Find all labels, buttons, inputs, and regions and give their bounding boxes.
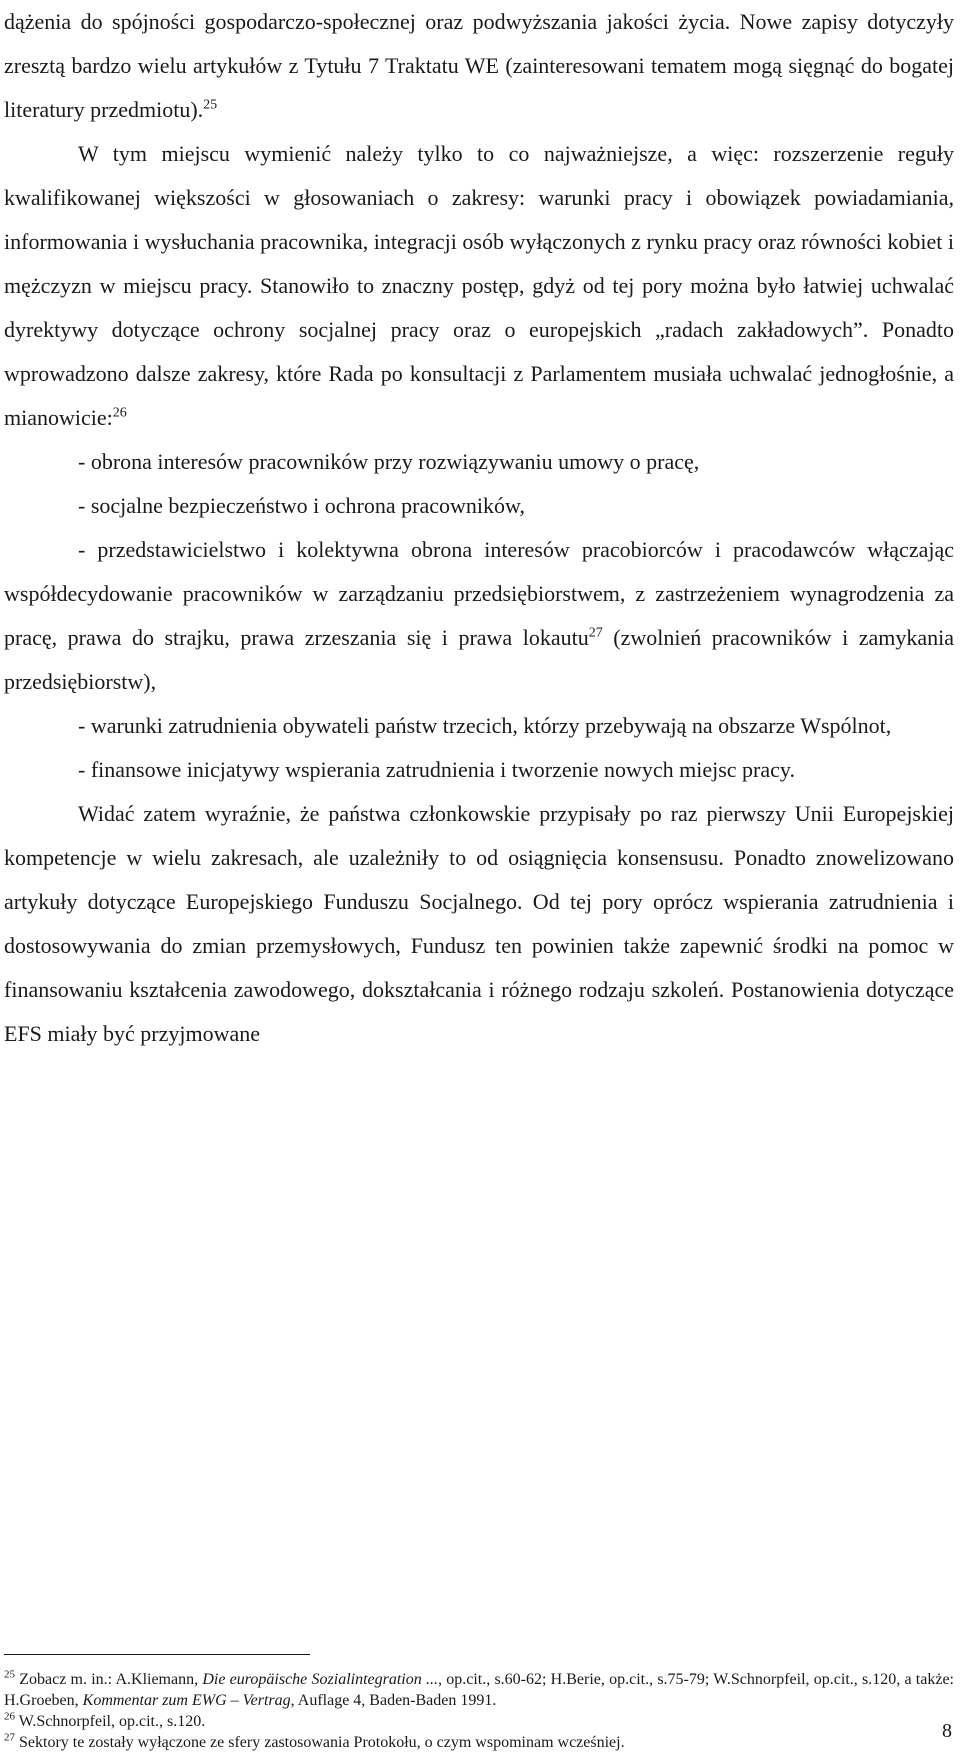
footnote-25-text-c: op.cit., s.60-62; H.Berie, op.cit., s.75-79; W.Schnorpfeil, op.cit., s.120, a także: H.Groeben,	[4, 1671, 954, 1709]
paragraph-1	[4, 0, 954, 132]
footnote-26-number: 26	[4, 1710, 15, 1723]
paragraph-2	[4, 132, 954, 440]
footnote-ref-26: 26	[112, 405, 127, 421]
paragraph-1-text: dążenia do spójności gospodarczo-społecznej oraz podwyższania jakości życia. Nowe zapisy dotyczyły zresztą bardzo wielu artykułów z Tytułu 7 Traktatu WE (zainteresowani tematem mogą sięgnąć do bogatej literatury przedmiotu).	[4, 9, 954, 122]
footnote-25	[4, 1669, 954, 1711]
footnote-25-number: 25	[4, 1668, 15, 1681]
footnote-26-text: W.Schnorpfeil, op.cit., s.120.	[15, 1713, 206, 1730]
footnote-25-text-a: Zobacz m. in.: A.Kliemann,	[15, 1671, 203, 1688]
footnote-27-number: 27	[4, 1731, 15, 1744]
footnote-ref-25: 25	[203, 97, 218, 113]
footnote-27	[4, 1732, 954, 1753]
footnote-26	[4, 1711, 954, 1732]
footnote-25-text-e: , Auflage 4, Baden-Baden 1991.	[290, 1692, 497, 1709]
list-item-5: - finansowe inicjatywy wspierania zatrudnienia i tworzenie nowych miejsc pracy.	[78, 757, 795, 782]
footnote-25-title-1: Die europäische Sozialintegration ...,	[202, 1671, 442, 1688]
list-item-3-text-b: (zwolnień pracowników i zamykania przedsiębiorstw),	[4, 625, 955, 694]
body-text	[4, 0, 954, 1056]
list-item-3-text-a: - przedstawicielstwo i kolektywna obrona interesów pracobiorców i pracodawców włączając współdecydowanie pracowników w zarządzaniu przedsiębiorstwem, z zastrzeżeniem wynagrodzenia za pracę, prawa do strajku, prawa zrzeszania się i prawa lokautu	[4, 537, 954, 650]
footnotes	[4, 1669, 954, 1753]
footnote-27-text: Sektory te zostały wyłączone ze sfery zastosowania Protokołu, o czym wspominam wcześniej.	[15, 1734, 625, 1751]
footnote-25-title-2: Kommentar zum EWG – Vertrag	[82, 1692, 291, 1709]
list-item-3	[4, 528, 954, 704]
footnote-separator	[4, 1654, 310, 1655]
paragraph-2-text: W tym miejscu wymienić należy tylko to co najważniejsze, a więc: rozszerzenie reguły kwalifikowanej większości w głosowaniach o zakresy: warunki pracy i obowiązek powiadamiania, informowania i wysłuchania pracownika, integracji osób wyłączonych z rynku pracy oraz równości kobiet i mężczyzn w miejscu pracy. Stanowiło to znaczny postęp, gdyż od tej pory można było łatwiej uchwalać dyrektywy dotyczące ochrony socjalnej pracy oraz o europejskich „radach zakładowych”. Ponadto wprowadzono dalsze zakresy, które Rada po konsultacji z Parlamentem musiała uchwalać jednogłośnie, a mianowicie:	[4, 141, 954, 430]
list-item-1: - obrona interesów pracowników przy rozwiązywaniu umowy o pracę,	[78, 449, 700, 474]
list-item-4: - warunki zatrudnienia obywateli państw trzecich, którzy przebywają na obszarze Wspólnot,	[78, 713, 892, 738]
footnote-ref-27: 27	[588, 625, 603, 641]
list-item-2: - socjalne bezpieczeństwo i ochrona pracowników,	[78, 493, 525, 518]
page-number: 8	[942, 1720, 952, 1742]
paragraph-3: Widać zatem wyraźnie, że państwa członkowskie przypisały po raz pierwszy Unii Europejskiej kompetencje w wielu zakresach, ale uzależniły to od osiągnięcia konsensusu. Ponadto znowelizowano artykuły dotyczące Europejskiego Funduszu Socjalnego. Od tej pory oprócz wspierania zatrudnienia i dostosowywania do zmian przemysłowych, Fundusz ten powinien także zapewnić środki na pomoc w finansowaniu kształcenia zawodowego, dokształcania i różnego rodzaju szkoleń. Postanowienia dotyczące EFS miały być przyjmowane	[4, 801, 954, 1046]
